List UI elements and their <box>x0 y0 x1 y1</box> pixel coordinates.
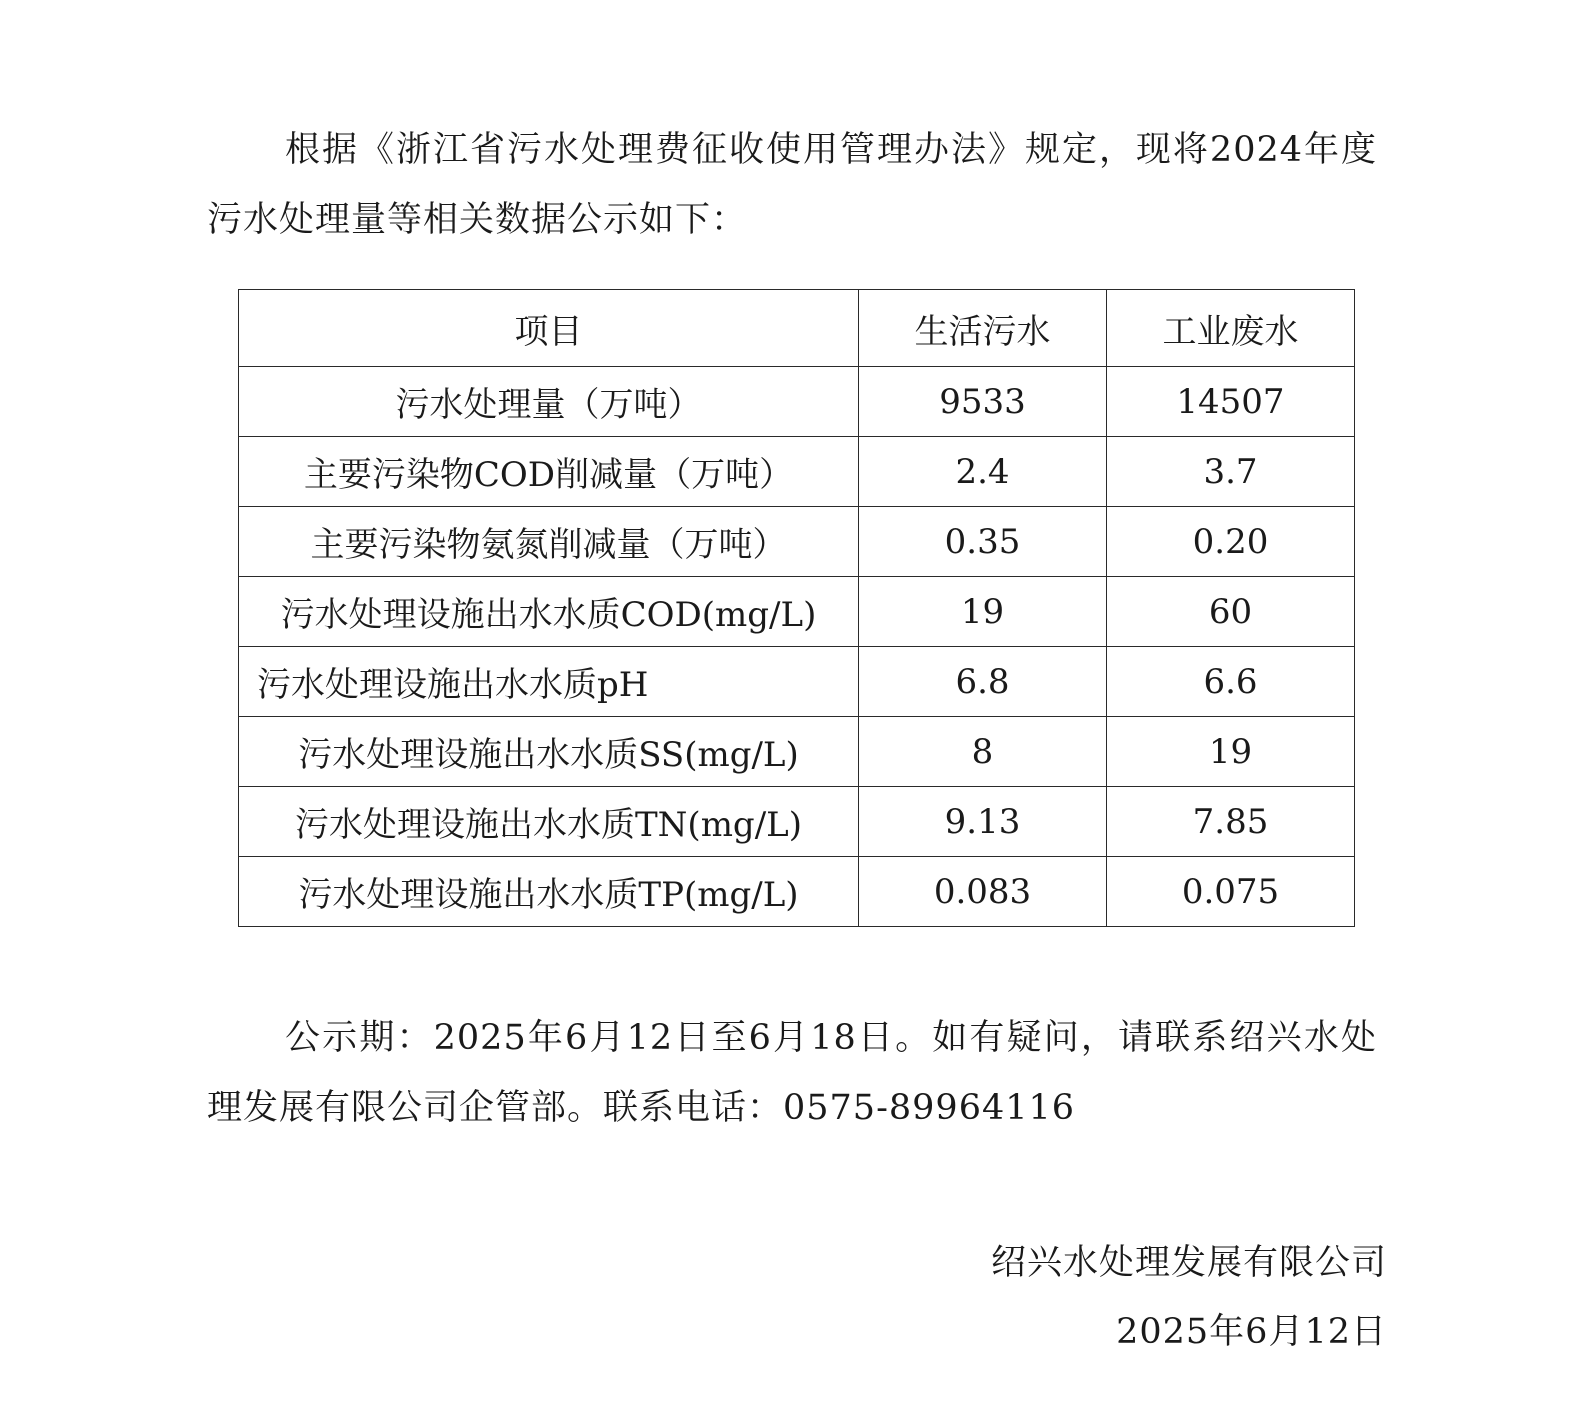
row-label: 污水处理设施出水水质TP(mg/L) <box>239 857 859 927</box>
industrial-value: 6.6 <box>1107 647 1355 717</box>
domestic-value: 8 <box>859 717 1107 787</box>
row-label: 污水处理设施出水水质TN(mg/L) <box>239 787 859 857</box>
row-label: 污水处理量（万吨） <box>239 367 859 437</box>
industrial-value: 0.20 <box>1107 507 1355 577</box>
domestic-value: 9.13 <box>859 787 1107 857</box>
domestic-value: 6.8 <box>859 647 1107 717</box>
domestic-value: 19 <box>859 577 1107 647</box>
industrial-value: 0.075 <box>1107 857 1355 927</box>
data-table <box>238 289 1355 927</box>
table-row <box>239 437 1355 507</box>
table-row <box>239 507 1355 577</box>
signature-date: 2025年6月12日 <box>1116 1312 1387 1352</box>
table-header-row <box>239 290 1355 367</box>
header-domestic-sewage: 生活污水 <box>859 290 1107 367</box>
industrial-value: 14507 <box>1107 367 1355 437</box>
industrial-value: 7.85 <box>1107 787 1355 857</box>
header-item: 项目 <box>239 290 859 367</box>
intro-paragraph: 根据《浙江省污水处理费征收使用管理办法》规定，现将2024年度污水处理量等相关数据公示如下： <box>207 130 1377 240</box>
table-row <box>239 647 1355 717</box>
notice-paragraph: 公示期：2025年6月12日至6月18日。如有疑问，请联系绍兴水处理发展有限公司企管部。联系电话：0575-89964116 <box>207 1018 1377 1128</box>
industrial-value: 3.7 <box>1107 437 1355 507</box>
table-row <box>239 717 1355 787</box>
domestic-value: 0.083 <box>859 857 1107 927</box>
table-row <box>239 367 1355 437</box>
table-row <box>239 787 1355 857</box>
row-label: 污水处理设施出水水质SS(mg/L) <box>239 717 859 787</box>
table-row <box>239 577 1355 647</box>
row-label: 主要污染物COD削减量（万吨） <box>239 437 859 507</box>
industrial-value: 19 <box>1107 717 1355 787</box>
row-label: 污水处理设施出水水质COD(mg/L) <box>239 577 859 647</box>
header-industrial-wastewater: 工业废水 <box>1107 290 1355 367</box>
domestic-value: 0.35 <box>859 507 1107 577</box>
row-label: 污水处理设施出水水质pH <box>239 647 859 717</box>
industrial-value: 60 <box>1107 577 1355 647</box>
row-label: 主要污染物氨氮削减量（万吨） <box>239 507 859 577</box>
signature-company: 绍兴水处理发展有限公司 <box>990 1243 1387 1283</box>
domestic-value: 9533 <box>859 367 1107 437</box>
table-row <box>239 857 1355 927</box>
domestic-value: 2.4 <box>859 437 1107 507</box>
